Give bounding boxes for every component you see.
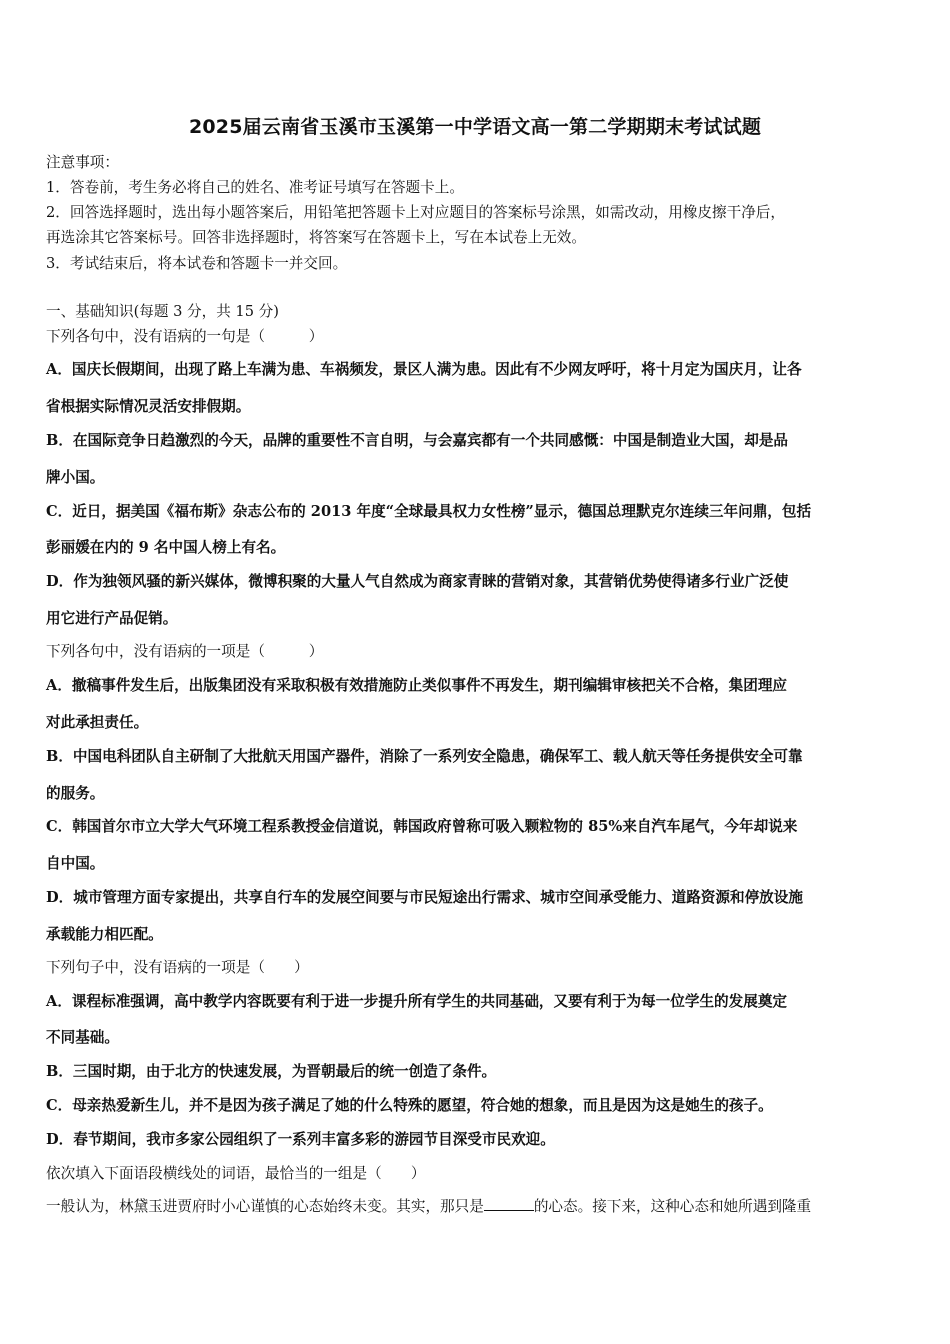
question-3-option-c: C．母亲热爱新生儿，并不是因为孩子满足了她的什么特殊的愿望，符合她的想象，而且是因为这是她生的孩子。 — [46, 1097, 773, 1114]
question-1-option-b: B．在国际竞争日趋激烈的今天，品牌的重要性不言自明，与会嘉宾都有一个共同感慨：中国是制造业大国，却是品 — [46, 432, 789, 449]
section-heading: 一、基础知识(每题 3 分，共 15 分) — [46, 303, 279, 320]
question-1-option-c: C．近日，据美国《福布斯》杂志公布的 2013 年度“全球最具权力女性榜”显示，德国总理默克尔连续三年问鼎，包括 — [46, 503, 812, 520]
question-4-passage — [46, 1198, 908, 1216]
exam-title: 2025届云南省玉溪市玉溪第一中学语文高一第二学期期末考试试题 — [188, 116, 762, 138]
question-2-option-b: B．中国电科团队自主研制了大批航天用国产器件，消除了一系列安全隐患，确保军工、载人航天等任务提供安全可靠 — [46, 748, 803, 765]
question-2-option-a: A．撤稿事件发生后，出版集团没有采取积极有效措施防止类似事件不再发生，期刊编辑审核把关不合格，集团理应 — [46, 677, 788, 694]
question-1-option-c-cont: 彭丽媛在内的 9 名中国人榜上有名。 — [46, 539, 286, 556]
question-3-option-d: D．春节期间，我市多家公园组织了一系列丰富多彩的游园节目深受市民欢迎。 — [46, 1131, 555, 1148]
fill-in-blank — [484, 1198, 534, 1211]
passage-text-after: 的心态。接下来，这种心态和她所遇到隆重 — [533, 1198, 812, 1215]
question-1-stem: 下列各句中，没有语病的一句是（ ） — [46, 328, 324, 345]
notice-item-2: 2．回答选择题时，选出每小题答案后，用铅笔把答题卡上对应题目的答案标号涂黑，如需改动，用橡皮擦干净后， — [46, 204, 785, 221]
notice-item-2-cont: 再选涂其它答案标号。回答非选择题时，将答案写在答题卡上，写在本试卷上无效。 — [46, 229, 586, 246]
question-2-option-b-cont: 的服务。 — [46, 785, 105, 802]
question-1-option-d: D．作为独领风骚的新兴媒体，微博积聚的大量人气自然成为商家青睐的营销对象，其营销优势使得诸多行业广泛使 — [46, 573, 789, 590]
question-1-option-a: A．国庆长假期间，出现了路上车满为患、车祸频发，景区人满为患。因此有不少网友呼吁，将十月定为国庆月，让各 — [46, 361, 802, 378]
question-2-option-c-cont: 自中国。 — [46, 855, 105, 872]
notice-item-1: 1．答卷前，考生务必将自己的姓名、准考证号填写在答题卡上。 — [46, 179, 464, 196]
question-1-option-d-cont: 用它进行产品促销。 — [46, 610, 178, 627]
question-3-option-a: A．课程标准强调，高中教学内容既要有利于进一步提升所有学生的共同基础，又要有利于为每一位学生的发展奠定 — [46, 993, 788, 1010]
notice-item-3: 3．考试结束后，将本试卷和答题卡一并交回。 — [46, 255, 348, 272]
question-3-option-b: B．三国时期，由于北方的快速发展，为晋朝最后的统一创造了条件。 — [46, 1063, 497, 1080]
question-4-stem: 依次填入下面语段横线处的词语，最恰当的一组是（ ） — [46, 1165, 426, 1182]
question-2-stem: 下列各句中，没有语病的一项是（ ） — [46, 643, 324, 660]
question-2-option-a-cont: 对此承担责任。 — [46, 714, 149, 731]
question-1-option-b-cont: 牌小国。 — [46, 469, 105, 486]
question-2-option-d-cont: 承载能力相匹配。 — [46, 926, 163, 943]
question-3-option-a-cont: 不同基础。 — [46, 1029, 119, 1046]
notice-heading: 注意事项： — [46, 154, 119, 171]
question-2-option-d: D．城市管理方面专家提出，共享自行车的发展空间要与市民短途出行需求、城市空间承受能力、道路资源和停放设施 — [46, 889, 803, 906]
question-3-stem: 下列句子中，没有语病的一项是（ ） — [46, 959, 309, 976]
question-1-option-a-cont: 省根据实际情况灵活安排假期。 — [46, 398, 251, 415]
passage-text-before: 一般认为，林黛玉进贾府时小心谨慎的心态始终未变。其实，那只是 — [46, 1198, 484, 1215]
question-2-option-c: C．韩国首尔市立大学大气环境工程系教授金信道说，韩国政府曾称可吸入颗粒物的 85%来自汽车尾气，今年却说来 — [46, 818, 798, 835]
